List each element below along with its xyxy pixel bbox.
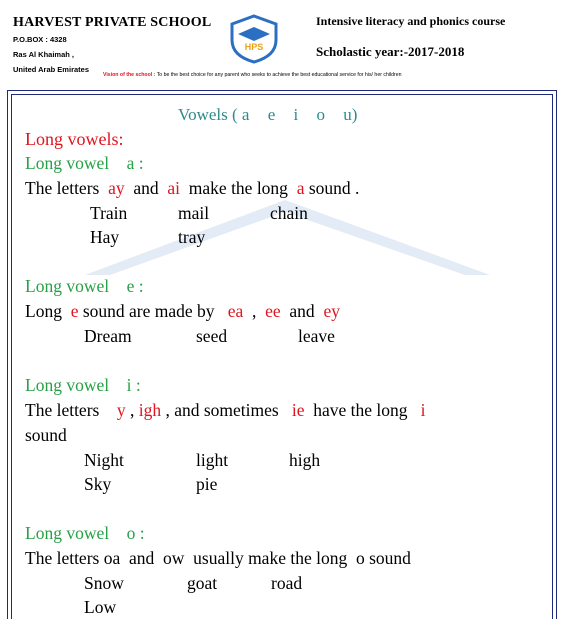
address-line-3: United Arab Emirates: [13, 65, 89, 74]
scholastic-year: Scholastic year:-2017-2018: [316, 44, 465, 59]
word-goat: goat: [187, 573, 218, 593]
vision-text: To be the best choice for any parent who seeks to achieve the best educational service for his/ her children: [156, 72, 402, 78]
word-train: Train: [90, 203, 128, 223]
word-tray: tray: [178, 227, 206, 247]
title-vowel-a: a: [241, 105, 250, 124]
course-title: Intensive literacy and phonics course: [316, 14, 506, 28]
word-mail: mail: [178, 203, 210, 223]
section-e-label: Long vowel e :: [25, 276, 144, 296]
word-snow: Snow: [84, 573, 124, 593]
title-prefix: Vowels (: [178, 105, 238, 124]
word-chain: chain: [270, 203, 308, 223]
word-night: Night: [84, 450, 124, 470]
word-light: light: [196, 450, 229, 470]
word-sky: Sky: [84, 474, 112, 494]
address-line-1: P.O.BOX : 4328: [13, 35, 67, 44]
word-high: high: [289, 450, 321, 470]
section-i-label: Long vowel i :: [25, 375, 141, 395]
section-e-sentence: Long e sound are made by ea , ee and ey: [25, 301, 340, 321]
title-vowel-o: o: [316, 105, 325, 124]
word-road: road: [271, 573, 303, 593]
section-a-sentence: The letters ay and ai make the long a sound .: [25, 178, 360, 198]
word-hay: Hay: [90, 227, 120, 247]
section-o-sentence: The letters oa and ow usually make the long o sound: [25, 548, 411, 568]
title-vowel-i: i: [293, 105, 299, 124]
section-a-label: Long vowel a :: [25, 153, 144, 173]
lesson-title: [178, 106, 357, 123]
title-vowel-u: u): [343, 105, 358, 124]
title-vowel-e: e: [267, 105, 276, 124]
long-vowels-heading: Long vowels:: [25, 129, 124, 149]
header: [0, 0, 563, 86]
word-seed: seed: [196, 326, 228, 346]
vision-label: Vision of the school :: [103, 72, 156, 78]
section-o-label: Long vowel o :: [25, 523, 145, 543]
school-logo-icon: [228, 14, 280, 64]
word-low: Low: [84, 597, 117, 617]
word-pie: pie: [196, 474, 218, 494]
address-line-2: Ras Al Khaimah ,: [13, 50, 74, 59]
school-name: HARVEST PRIVATE SCHOOL: [13, 15, 212, 30]
section-i-sentence-cont: sound: [25, 425, 67, 445]
vision-statement: [103, 72, 402, 78]
word-dream: Dream: [84, 326, 132, 346]
word-leave: leave: [298, 326, 335, 346]
section-i-sentence: The letters y , igh , and sometimes ie have the long i: [25, 400, 426, 420]
logo-text: HPS: [244, 42, 264, 52]
